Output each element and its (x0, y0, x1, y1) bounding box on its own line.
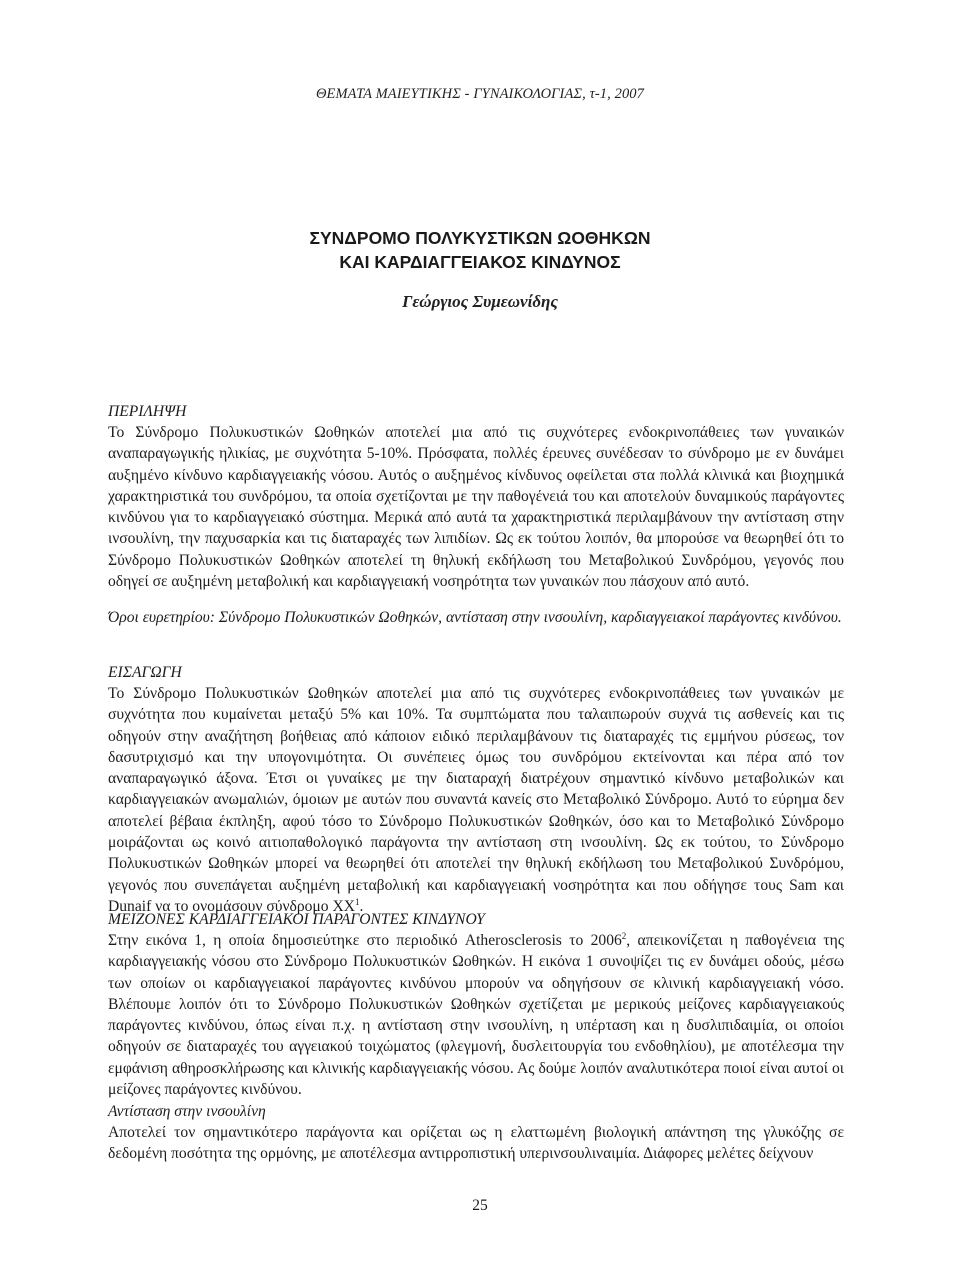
insulin-resistance-heading: Αντίσταση στην ινσουλίνη (108, 1103, 266, 1120)
introduction-end: . (359, 897, 364, 915)
article-title-line-1: ΣΥΝΔΡΟΜΟ ΠΟΛΥΚΥΣΤΙΚΩΝ ΩΟΘΗΚΩΝ (309, 228, 651, 248)
running-head: ΘΕΜΑΤΑ ΜΑΙΕΥΤΙΚΗΣ - ΓΥΝΑΙΚΟΛΟΓΙΑΣ, τ-1, 2007 (315, 86, 645, 102)
keywords-text: Όροι ευρετηρίου: Σύνδρομο Πολυκυστικών Ωοθηκών, αντίσταση στην ινσουλίνη, καρδιαγγειακοί παράγοντες κινδύνου. (108, 609, 842, 626)
insulin-resistance-section (108, 1101, 844, 1165)
major-factors-body-start: Στην εικόνα 1, η οποία δημοσιεύτηκε στο περιοδικό Atherosclerosis το 2006 (108, 932, 622, 949)
major-factors-body-end: , απεικονίζεται η παθογένεια της καρδιαγγειακής νόσου στο Σύνδρομο Πολυκυστικών Ωοθηκών. Η εικόνα 1 συνοψίζει τις εν δυνάμει οδούς, μέσω των οποίων οι καρδιαγγειακοί παράγοντες κινδύνου μπορούν να οδηγήσουν σε κλινική καρδιαγγειακή νόσο. Βλέπουμε λοιπόν ότι το Σύνδρομο Πολυκυστικών Ωοθηκών σχετίζεται με μερικούς μείζονες καρδιαγγειακούς παράγοντες κινδύνου, όπως είναι π.χ. η αντίσταση στην ινσουλίνη, η υπέρταση και η δυσλιπιδαιμία, οι οποίοι οδηγούν σε διαταραχές του αγγειακού τοιχώματος (φλεγμονή, δυσλειτουργία του ενδοθηλίου), με αποτέλεσμα την εμφάνιση αθηροσκλήρωσης και κλινικής καρδιαγγειακής νόσου. Ας δούμε λοιπόν αναλυτικότερα ποιοί είναι αυτοί οι μείζονες παράγοντες κινδύνου. (108, 932, 845, 1099)
introduction-text (108, 683, 844, 917)
introduction-body: Το Σύνδρομο Πολυκυστικών Ωοθηκών αποτελεί μια από τις συχνότερες ενδοκρινοπάθειες των γυναικών με συχνότητα που κυμαίνεται μεταξύ 5% και 10%. Τα συμπτώματα που ταλαιπωρούν συχνά τις ασθενείς και τις οδηγούν στην αναζήτηση βοήθειας από κάποιον ειδικό περιλαμβάνουν τις διαταραχές τις εμμήνου ρύσεως, τον δασυτριχισμό και την υπογονιμότητα. Οι συνέπειες όμως του συνδρόμου εκτείνονται και πέρα από τον αναπαραγωγικό άξονα. Έτσι οι γυναίκες με την διαταραχή διατρέχουν σημαντικό κίνδυνο μεταβολικών και καρδιαγγειακών ανωμαλιών, όμοιων με αυτών που συναντά κανείς στο Μεταβολικό Σύνδρομο. Αυτό το εύρημα δεν αποτελεί βέβαια έκπληξη, αφού τόσο το Σύνδρομο Πολυκυστικών Ωοθηκών, όσο και το Μεταβολικό Σύνδρομο μοιράζονται ως κοινό αιτιοπαθολογικό παράγοντα την αντίσταση στη ινσουλίνη. Ως εκ τούτου, το Σύνδρομο Πολυκυστικών Ωοθηκών μπορεί να θεωρηθεί ότι αποτελεί την θηλυκή εκδήλωση του Μεταβολικού Συνδρόμου, γεγονός που συνεπάγεται αυξημένη μεταβολική και καρδιαγγειακή νοσηρότητα και που οδήγησε τους Sam και Dunaif να το ονομάσουν σύνδρομο XX (108, 685, 844, 915)
major-factors-section (108, 909, 844, 1100)
page-number: 25 (472, 1197, 488, 1214)
reference-marker: 1 (355, 896, 360, 907)
reference-marker: 2 (621, 930, 627, 941)
major-factors-heading: ΜΕΙΖΟΝΕΣ ΚΑΡΔΙΑΓΓΕΙΑΚΟΙ ΠΑΡΑΓΟΝΤΕΣ ΚΙΝΔΥΝΟΥ (108, 911, 485, 928)
major-factors-text (108, 930, 844, 1100)
abstract-heading: ΠΕΡΙΛΗΨΗ (108, 403, 187, 420)
abstract-section (108, 401, 844, 592)
article-title-line-2: ΚΑΙ ΚΑΡΔΙΑΓΓΕΙΑΚΟΣ ΚΙΝΔΥΝΟΣ (339, 252, 621, 272)
keywords-section (108, 607, 844, 628)
insulin-resistance-text: Αποτελεί τον σημαντικότερο παράγοντα και ορίζεται ως η ελαττωμένη βιολογική απάντηση της γλυκόζης σε δεδομένη ποσότητα της ορμόνης, με αποτέλεσμα αντιρροπιστική υπερινσουλιναιμία. Διάφορες μελέτες δείχνουν (108, 1124, 844, 1163)
author-name: Γεώργιος Συμεωνίδης (402, 292, 558, 311)
introduction-section (108, 662, 844, 917)
abstract-text: Το Σύνδρομο Πολυκυστικών Ωοθηκών αποτελεί μια από τις συχνότερες ενδοκρινοπάθειες των γυναικών αναπαραγωγικής ηλικίας, με συχνότητα 5-10%. Πρόσφατα, πολλές έρευνες συνέδεσαν το σύνδρομο με εν δυνάμει αυξημένο κίνδυνο καρδιαγγειακής νόσου. Αυτός ο αυξημένος κίνδυνος οφείλεται στα πολλά κλινικά και βιοχημικά χαρακτηριστικά του συνδρόμου, τα οποία σχετίζονται με την παθογένειά του και αποτελούν δυναμικούς παράγοντες κινδύνου για το καρδιαγγειακό σύστημα. Μερικά από αυτά τα χαρακτηριστικά περιλαμβάνουν την αντίσταση στην ινσουλίνη, την παχυσαρκία και τις διαταραχές των λιπιδίων. Ως εκ τούτου λοιπόν, θα μπορούσε να θεωρηθεί ότι το Σύνδρομο Πολυκυστικών Ωοθηκών αποτελεί τη θηλυκή εκδήλωση του Μεταβολικού Συνδρόμου, γεγονός που οδηγεί σε αυξημένη μεταβολική και καρδιαγγειακή νοσηρότητα των γυναικών που πάσχουν από αυτό. (108, 424, 844, 591)
introduction-heading: ΕΙΣΑΓΩΓΗ (108, 664, 182, 681)
article-title (0, 226, 960, 274)
